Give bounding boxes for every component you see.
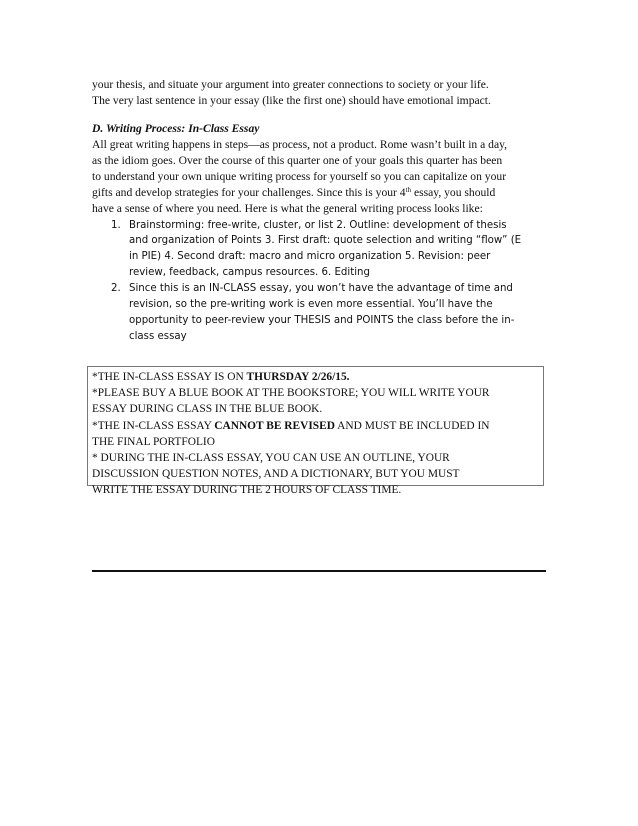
list-item xyxy=(92,218,554,282)
paragraph-text: gifts and develop strategies for your challenges. Since this is your 4 xyxy=(92,186,406,200)
paragraph-line: have a sense of where you need. Here is what the general writing process looks like: xyxy=(92,202,483,216)
paragraph-line xyxy=(92,185,554,201)
list-item-line: and organization of Points 3. First draft: quote selection and writing “flow” (E xyxy=(129,235,522,247)
list-item-line: in PIE) 4. Second draft: macro and micro organization 5. Revision: peer xyxy=(129,251,491,263)
list-item-number: 1. xyxy=(111,219,121,231)
notice-line: ESSAY DURING CLASS IN THE BLUE BOOK. xyxy=(92,403,323,416)
intro-line: your thesis, and situate your argument into greater connections to society or your life. xyxy=(92,78,489,91)
list-item-line: Brainstorming: free-write, cluster, or list 2. Outline: development of thesis xyxy=(129,219,507,231)
intro-paragraph xyxy=(92,77,554,109)
notice-text: AND MUST BE INCLUDED IN xyxy=(334,419,490,432)
in-class-essay-notice-box xyxy=(87,366,544,497)
list-item-number: 2. xyxy=(111,283,121,295)
list-item-line: revision, so the pre-writing work is even more essential. You’ll have the xyxy=(129,299,493,311)
ordinal-suffix: th xyxy=(405,186,412,195)
paragraph-line: to understand your own unique writing process for yourself so you can capitalize on your xyxy=(92,170,507,184)
notice-text: *THE IN-CLASS ESSAY xyxy=(92,419,215,432)
cannot-be-revised-emphasis: CANNOT BE REVISED xyxy=(214,419,335,432)
paragraph-line: All great writing happens in steps—as process, not a product. Rome wasn’t built in a day, xyxy=(92,138,508,152)
notice-line: DISCUSSION QUESTION NOTES, AND A DICTIONARY, BUT YOU MUST xyxy=(92,468,460,481)
notice-line: * DURING THE IN-CLASS ESSAY, YOU CAN USE AN OUTLINE, YOUR xyxy=(92,452,450,465)
section-heading: D. Writing Process: In-Class Essay xyxy=(92,122,260,135)
intro-line: The very last sentence in your essay (like the first one) should have emotional impact. xyxy=(92,94,491,108)
notice-line: WRITE THE ESSAY DURING THE 2 HOURS OF CLASS TIME. xyxy=(92,484,402,497)
paragraph-text: essay, you should xyxy=(411,186,496,200)
paragraph-line: as the idiom goes. Over the course of this quarter one of your goals this quarter has been xyxy=(92,154,503,168)
list-item-line: opportunity to peer-review your THESIS and POINTS the class before the in- xyxy=(129,315,515,326)
essay-date: THURSDAY 2/26/15. xyxy=(246,371,350,383)
list-item-line: review, feedback, campus resources. 6. Editing xyxy=(129,267,370,279)
notice-line: THE FINAL PORTFOLIO xyxy=(92,435,215,448)
section-paragraph xyxy=(92,137,554,217)
list-item-line: class essay xyxy=(129,330,187,342)
writing-process-section xyxy=(92,121,554,345)
process-list xyxy=(92,218,554,345)
horizontal-rule xyxy=(92,570,546,572)
list-item xyxy=(92,281,554,345)
notice-line xyxy=(92,418,543,434)
notice-line: *PLEASE BUY A BLUE BOOK AT THE BOOKSTORE; YOU WILL WRITE YOUR xyxy=(92,387,490,400)
list-item-line: Since this is an IN-CLASS essay, you won’t have the advantage of time and xyxy=(129,283,513,295)
notice-line xyxy=(92,369,543,385)
notice-text: *THE IN-CLASS ESSAY IS ON xyxy=(92,371,247,383)
